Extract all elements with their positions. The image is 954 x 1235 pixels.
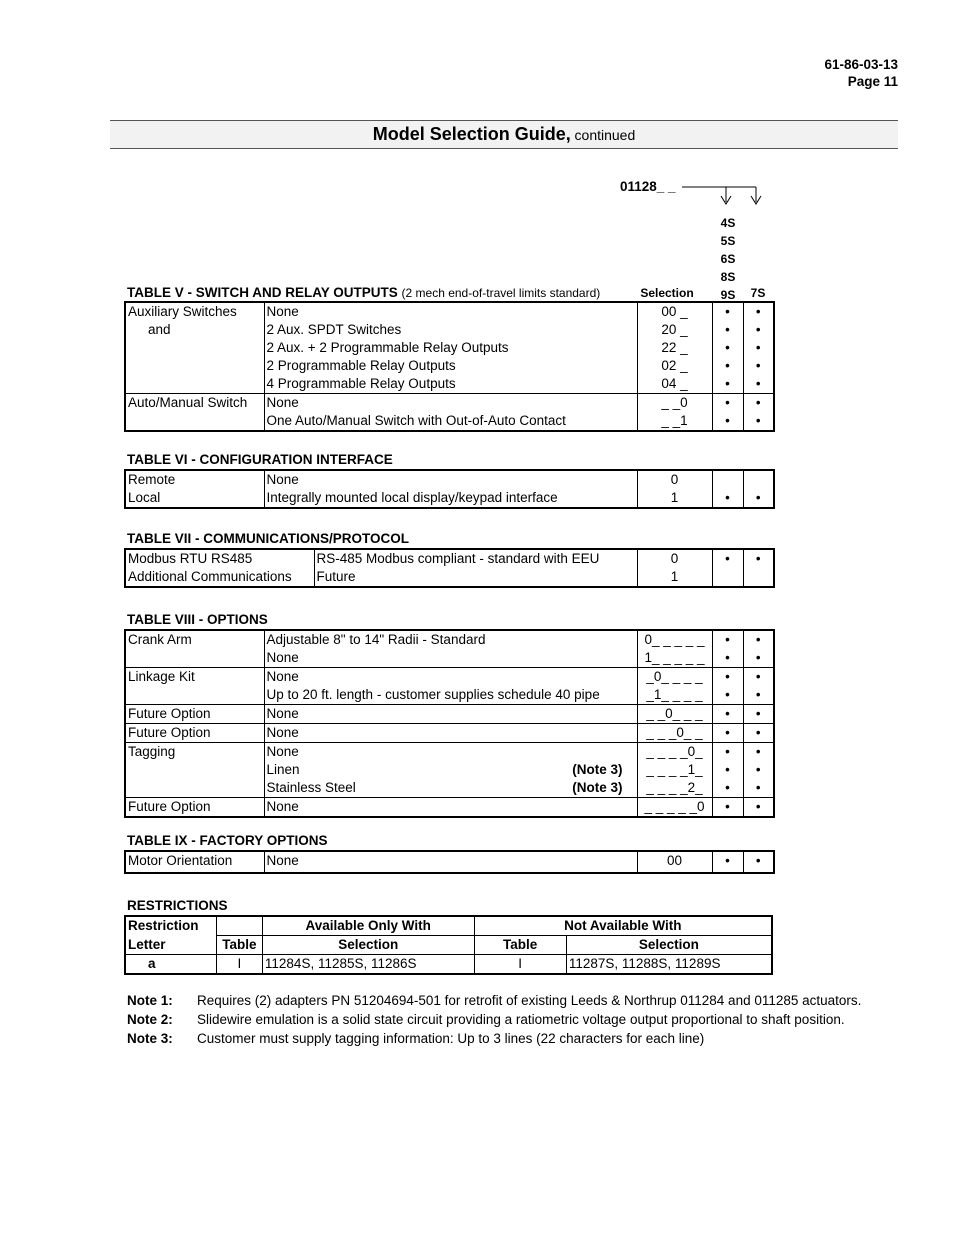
header-table: Table	[474, 936, 566, 955]
dot-icon: •	[743, 761, 774, 779]
cell-description: 2 Programmable Relay Outputs	[264, 357, 637, 375]
column-head-selection: Selection	[640, 286, 694, 300]
table-row	[125, 339, 774, 357]
dot-icon: •	[743, 779, 774, 798]
cell-description: 2 Aux. + 2 Programmable Relay Outputs	[264, 339, 637, 357]
cell-description: None	[264, 668, 637, 687]
note-3	[127, 1031, 704, 1046]
dot-icon: •	[712, 489, 743, 508]
cell-description: Future	[314, 568, 637, 587]
dot-icon: •	[743, 302, 774, 321]
cell-category: Crank Arm	[128, 632, 192, 647]
cell-description: None	[264, 798, 637, 818]
table-row	[125, 779, 774, 798]
model-4s: 4S	[720, 216, 736, 230]
table-row	[125, 798, 774, 818]
dot-icon: •	[743, 394, 774, 413]
table7-title: TABLE VII - COMMUNICATIONS/PROTOCOL	[127, 531, 409, 546]
page-title	[110, 120, 898, 149]
header-selection: Selection	[566, 936, 772, 955]
table-row	[125, 955, 772, 975]
table6-title: TABLE VI - CONFIGURATION INTERFACE	[127, 452, 393, 467]
dot-icon: •	[712, 743, 743, 762]
model-6s: 6S	[720, 252, 736, 266]
cell-description: None	[264, 302, 637, 321]
dot-icon: •	[743, 321, 774, 339]
table-row	[125, 916, 772, 936]
table9	[124, 850, 775, 874]
cell-selection: _ _0	[637, 394, 712, 413]
table-row	[125, 568, 774, 587]
cell-category: Tagging	[125, 743, 264, 762]
description-text: Linen	[266, 762, 300, 777]
table-row	[125, 668, 774, 687]
dot-icon: •	[712, 779, 743, 798]
cell-selection: 00 _	[637, 302, 712, 321]
dot-icon: •	[743, 705, 774, 724]
dot-icon: •	[712, 357, 743, 375]
cell-category: Future Option	[125, 724, 264, 743]
note-ref: (Note 3)	[572, 762, 623, 777]
table6	[124, 469, 775, 509]
dot-icon: •	[743, 375, 774, 394]
dot-icon: •	[743, 339, 774, 357]
cell-description: One Auto/Manual Switch with Out-of-Auto Contact	[264, 412, 637, 431]
cell-description: 4 Programmable Relay Outputs	[264, 375, 637, 394]
dot-icon: •	[712, 668, 743, 687]
title-main: Model Selection Guide,	[372, 124, 571, 144]
note-ref: (Note 3)	[572, 780, 623, 795]
dot-icon: •	[712, 375, 743, 394]
document-header	[824, 56, 898, 90]
dot-icon: •	[712, 412, 743, 431]
cell-category: Linkage Kit	[125, 668, 264, 687]
cell-selection: 20 _	[637, 321, 712, 339]
restriction-table: I	[216, 955, 262, 975]
dot-icon: •	[743, 668, 774, 687]
cell-description: Up to 20 ft. length - customer supplies schedule 40 pipe	[264, 686, 637, 705]
cell-category	[125, 779, 264, 798]
cell-category	[125, 412, 264, 431]
table8-title: TABLE VIII - OPTIONS	[127, 612, 268, 627]
dot-icon: •	[712, 630, 743, 649]
table8	[124, 629, 775, 818]
cell-selection: 22 _	[637, 339, 712, 357]
restriction-letter: a	[125, 955, 216, 975]
cell-selection: 1_ _ _ _ _	[637, 649, 712, 668]
cell-category	[125, 649, 264, 668]
cell-description: RS-485 Modbus compliant - standard with EEU	[314, 549, 637, 568]
header-selection: Selection	[262, 936, 474, 955]
dot-icon: •	[712, 321, 743, 339]
note-label: Note 3:	[127, 1031, 173, 1046]
column-head-models	[712, 214, 744, 304]
dot-icon: •	[712, 394, 743, 413]
table-row	[125, 761, 774, 779]
cell-category: Motor Orientation	[128, 853, 233, 868]
table-row	[125, 630, 774, 649]
note-label: Note 2:	[127, 1012, 173, 1027]
dot-icon: •	[743, 724, 774, 743]
cell-description: None	[264, 743, 637, 762]
cell-description	[264, 761, 637, 779]
table-row	[125, 851, 774, 873]
table-row	[125, 743, 774, 762]
cell-category	[125, 686, 264, 705]
restrictions-title: RESTRICTIONS	[127, 898, 228, 913]
dot-icon: •	[743, 743, 774, 762]
table9-title: TABLE IX - FACTORY OPTIONS	[127, 833, 328, 848]
table-row	[125, 412, 774, 431]
document-number: 61-86-03-13	[824, 57, 898, 72]
note-1	[127, 993, 861, 1008]
model-8s: 8S	[720, 270, 736, 284]
cell-selection: 04 _	[637, 375, 712, 394]
table-row	[125, 470, 774, 489]
table7	[124, 548, 775, 588]
header-letter: Letter	[128, 936, 166, 952]
table-row	[125, 489, 774, 508]
cell-category	[125, 357, 264, 375]
restriction-table: I	[474, 955, 566, 975]
model-code: 01128_ _	[620, 179, 676, 194]
cell-description: None	[264, 394, 637, 413]
cell-category: Remote	[128, 472, 176, 487]
dot-icon: •	[712, 705, 743, 724]
restriction-selection: 11284S, 11285S, 11286S	[262, 955, 474, 975]
cell-category: Future Option	[125, 798, 264, 818]
cell-selection: _1_ _ _ _	[637, 686, 712, 705]
dot-icon: •	[743, 357, 774, 375]
dot-icon: •	[743, 412, 774, 431]
table-row	[125, 357, 774, 375]
dot-icon: •	[712, 649, 743, 668]
title-sub: continued	[574, 127, 636, 143]
description-text: Stainless Steel	[266, 780, 356, 795]
dot-icon: •	[712, 761, 743, 779]
cell-category: Auto/Manual Switch	[125, 394, 264, 413]
cell-selection: 00	[637, 851, 712, 873]
cell-description: Integrally mounted local display/keypad interface	[264, 489, 637, 508]
restrictions-table	[124, 915, 773, 975]
table5-subtitle: (2 mech end-of-travel limits standard)	[401, 286, 601, 300]
cell-description: None	[264, 470, 637, 489]
cell-category: Local	[128, 490, 161, 505]
note-2	[127, 1012, 845, 1027]
table-row	[125, 686, 774, 705]
restriction-selection: 11287S, 11288S, 11289S	[566, 955, 772, 975]
cell-description: Adjustable 8" to 14" Radii - Standard	[264, 630, 637, 649]
header-available-only-with: Available Only With	[262, 916, 474, 936]
dot-icon: •	[743, 649, 774, 668]
cell-category	[125, 761, 264, 779]
model-9s: 9S	[720, 288, 736, 302]
cell-selection: 0_ _ _ _ _	[637, 630, 712, 649]
dot-icon: •	[712, 549, 743, 568]
table5	[124, 301, 775, 432]
cell-description	[264, 779, 637, 798]
cell-selection: 0	[637, 549, 712, 568]
table-row	[125, 321, 774, 339]
header-not-available-with: Not Available With	[474, 916, 772, 936]
cell-description: None	[264, 649, 637, 668]
cell-selection: 1	[637, 489, 712, 508]
dot-icon: •	[712, 724, 743, 743]
table-row	[125, 549, 774, 568]
table-row	[125, 649, 774, 668]
table-row	[125, 936, 772, 955]
dot-icon: •	[743, 798, 774, 818]
cell-description: None	[264, 724, 637, 743]
header-table: Table	[216, 936, 262, 955]
table-row	[125, 724, 774, 743]
table-row	[125, 302, 774, 321]
cell-selection: 1	[637, 568, 712, 587]
cell-selection: _0_ _ _ _	[637, 668, 712, 687]
cell-selection: _ _ _ _0_	[637, 743, 712, 762]
dot-icon: •	[712, 686, 743, 705]
table-row	[125, 375, 774, 394]
cell-category: Future Option	[125, 705, 264, 724]
dot-icon: •	[712, 339, 743, 357]
dot-icon: •	[712, 302, 743, 321]
table-row	[125, 394, 774, 413]
cell-category: and	[148, 322, 171, 337]
selection-arrows	[680, 180, 770, 210]
cell-selection: _ _0_ _ _	[637, 705, 712, 724]
cell-category	[125, 339, 264, 357]
dot-icon: •	[743, 851, 774, 873]
dot-icon: •	[712, 798, 743, 818]
dot-icon: •	[743, 489, 774, 508]
dot-icon: •	[743, 549, 774, 568]
cell-selection: _ _ _ _2_	[637, 779, 712, 798]
note-text: Requires (2) adapters PN 51204694-501 for retrofit of existing Leeds & Northrup 011284 and 011285 actuators.	[197, 993, 862, 1008]
table5-title	[127, 285, 600, 300]
cell-description: 2 Aux. SPDT Switches	[264, 321, 637, 339]
cell-selection: _ _ _ _1_	[637, 761, 712, 779]
column-head-7s: 7S	[750, 286, 766, 300]
cell-category: Auxiliary Switches	[128, 304, 237, 319]
page-number: Page 11	[847, 74, 898, 89]
model-5s: 5S	[720, 234, 736, 248]
dot-icon: •	[712, 851, 743, 873]
cell-description: None	[264, 705, 637, 724]
header-restriction: Restriction	[128, 918, 199, 933]
cell-description: None	[264, 851, 637, 873]
cell-category	[125, 375, 264, 394]
cell-selection: 02 _	[637, 357, 712, 375]
cell-category: Additional Communications	[128, 569, 292, 584]
note-text: Slidewire emulation is a solid state circuit providing a ratiometric voltage output proportional to shaft position.	[197, 1012, 845, 1027]
cell-category: Modbus RTU RS485	[128, 551, 253, 566]
table-row	[125, 705, 774, 724]
cell-selection: _ _ _ _ _0	[637, 798, 712, 818]
note-text: Customer must supply tagging information: Up to 3 lines (22 characters for each line)	[197, 1031, 705, 1046]
dot-icon: •	[743, 630, 774, 649]
cell-selection: 0	[637, 470, 712, 489]
cell-selection: _ _ _0_ _	[637, 724, 712, 743]
table5-title-text: TABLE V - SWITCH AND RELAY OUTPUTS	[127, 285, 398, 300]
dot-icon: •	[743, 686, 774, 705]
note-label: Note 1:	[127, 993, 173, 1008]
cell-selection: _ _1	[637, 412, 712, 431]
